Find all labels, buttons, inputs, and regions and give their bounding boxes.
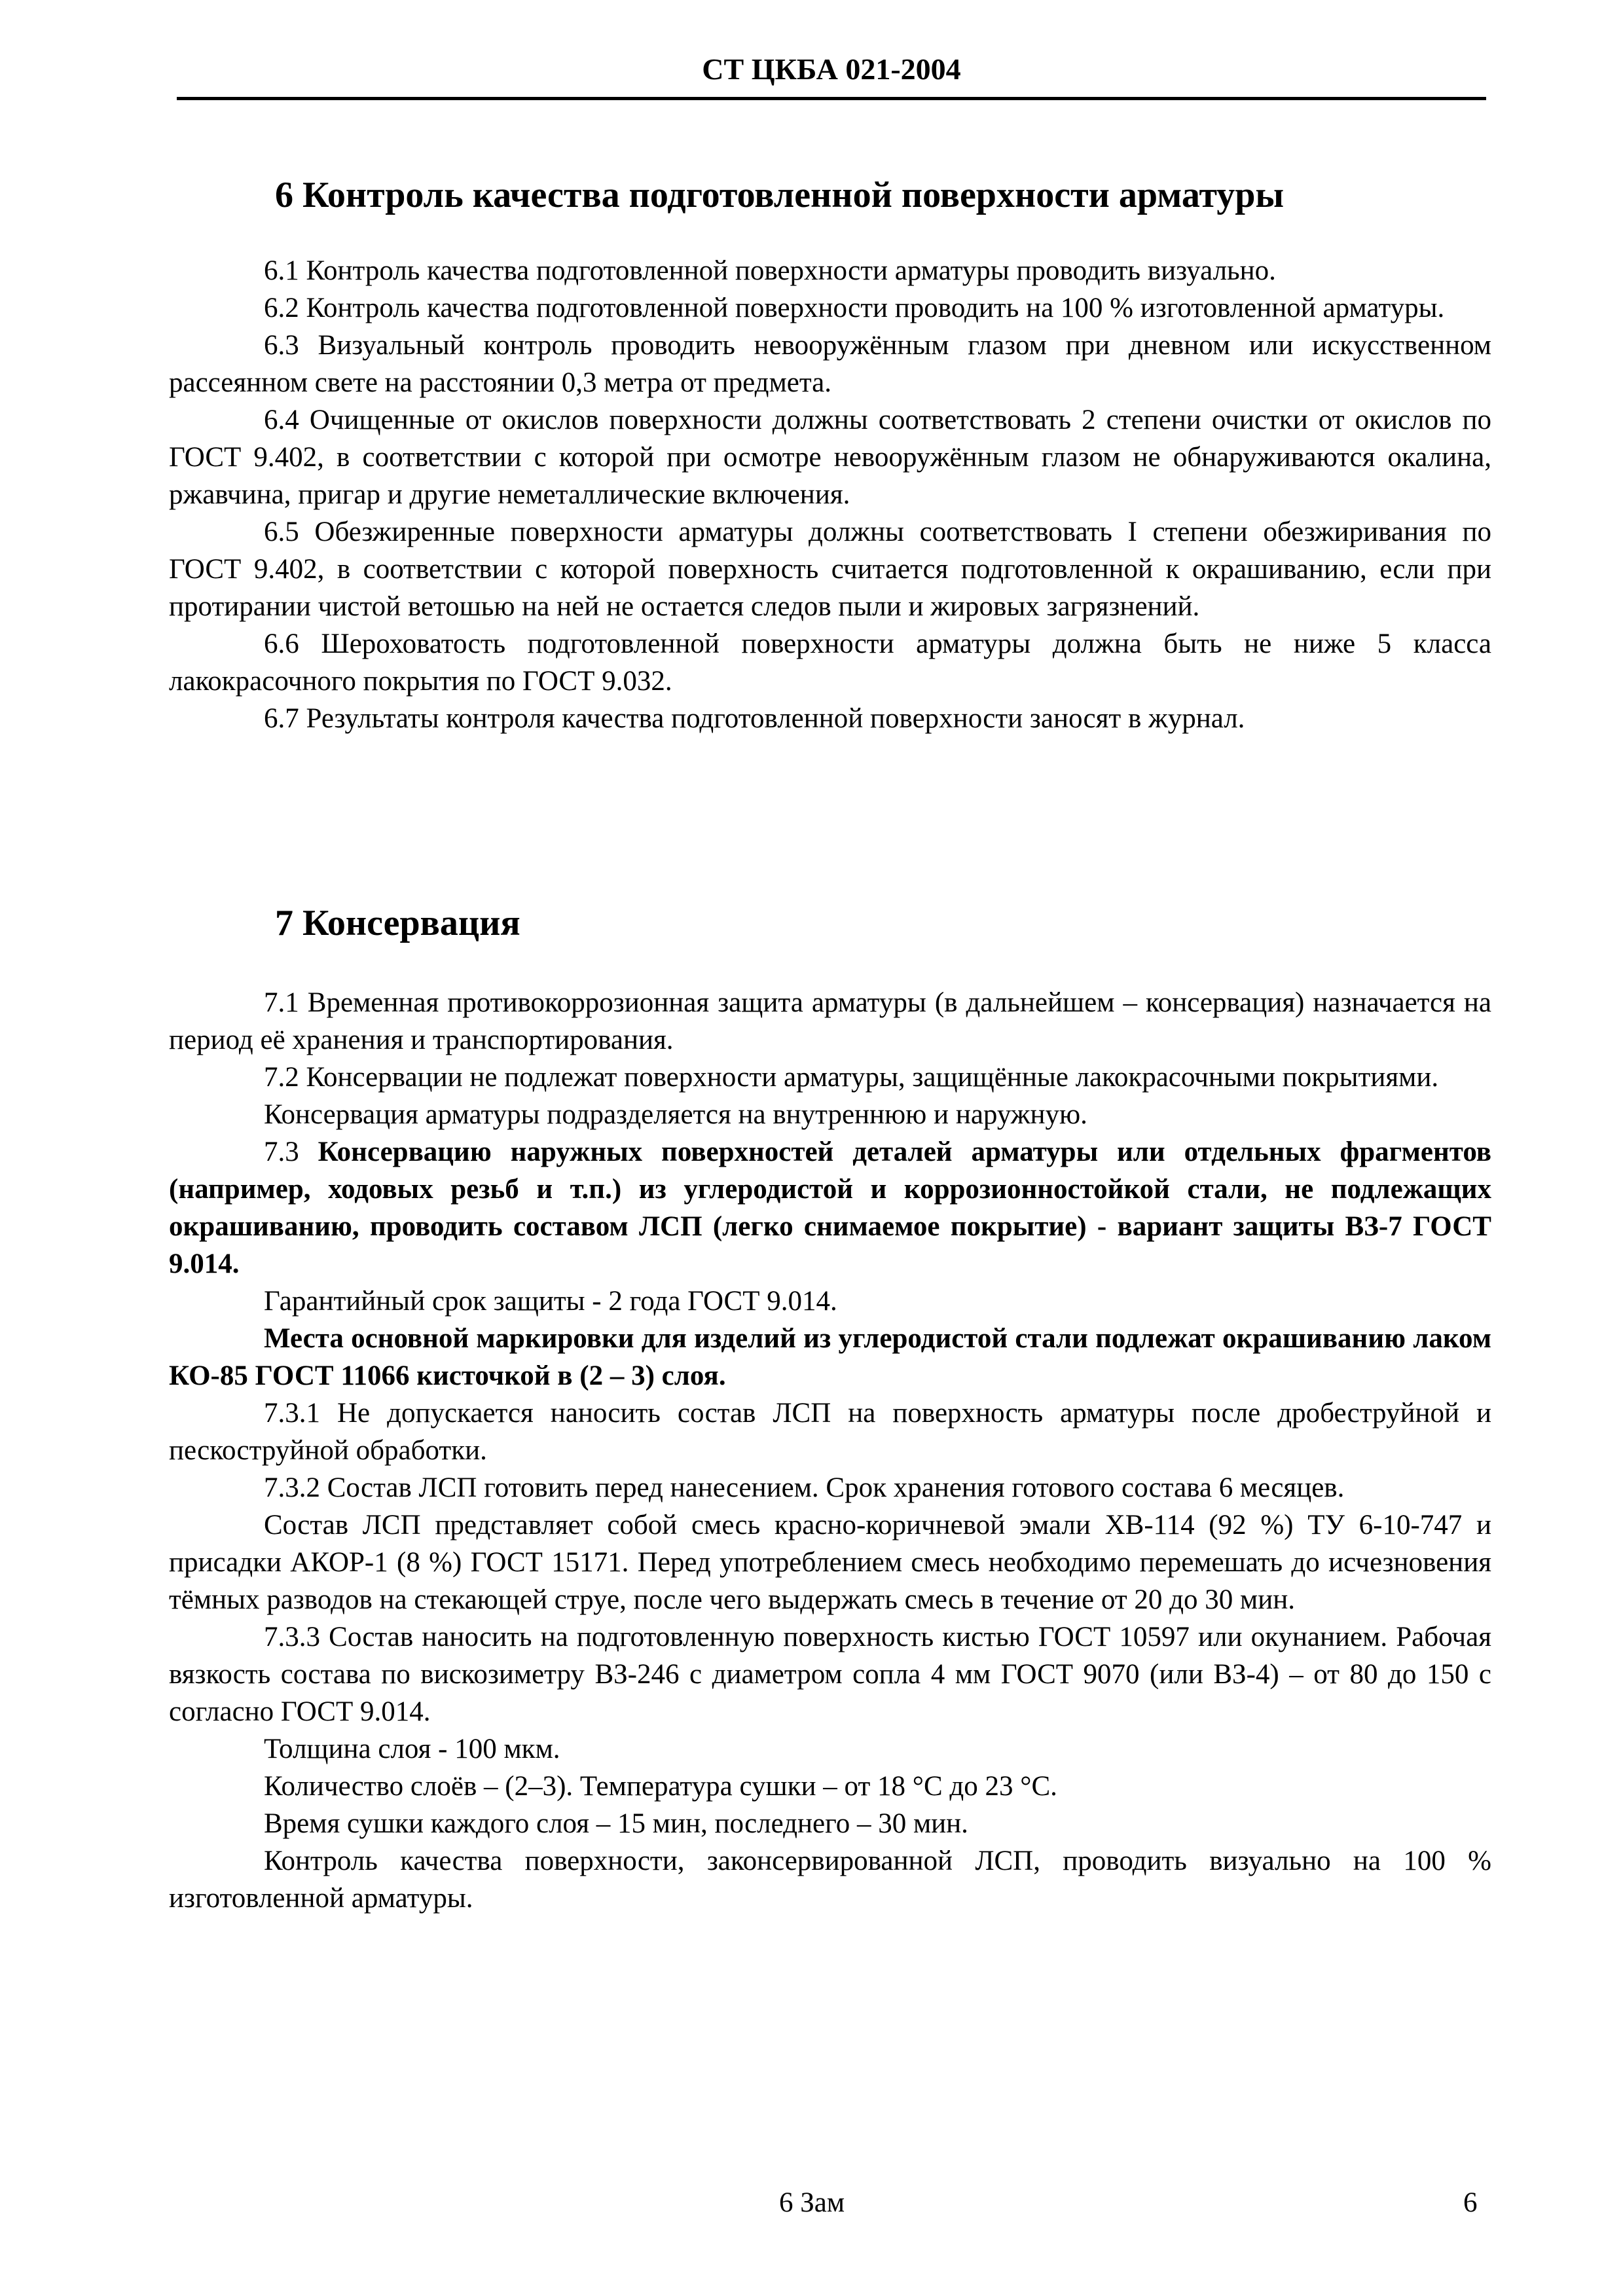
paragraph-6-7: 6.7 Результаты контроля качества подготовленной поверхности заносят в журнал. [264, 703, 1245, 734]
paragraph-lsp-composition: Состав ЛСП представляет собой смесь красно-коричневой эмали ХВ-114 (92 %) ТУ 6-10-747 и присадки АКОР-1 (8 %) ГОСТ 15171. Перед употреблением смесь необходимо перемешать до исчезновения тёмных разводов на стекающей струе, после чего выдержать смесь в течение от 20 до 30 мин. [169, 1510, 1491, 1615]
paragraph-warranty: Гарантийный срок защиты - 2 года ГОСТ 9.014. [264, 1286, 837, 1317]
paragraph-7-2-conservation-types: Консервация арматуры подразделяется на внутреннюю и наружную. [264, 1099, 1087, 1130]
paragraph-quality-control: Контроль качества поверхности, законсервированной ЛСП, проводить визуально на 100 % изготовленной арматуры. [169, 1846, 1491, 1914]
paragraph-6-3: 6.3 Визуальный контроль проводить невооружённым глазом при дневном или искусственном рассеянном свете на расстоянии 0,3 метра от предмета. [169, 330, 1491, 398]
footer-page-number: 6 [1463, 2187, 1478, 2218]
paragraph-7-3-bold-text: Консервацию наружных поверхностей деталей арматуры или отдельных фрагментов (например, ходовых резьб и т.п.) из углеродистой и коррозионностойкой стали, не подлежащих окрашиванию, проводить составом ЛСП (легко снимаемое покрытие) - вариант защиты ВЗ-7 ГОСТ 9.014. [169, 1137, 1492, 1279]
section-6-heading: 6 Контроль качества подготовленной поверхности арматуры [275, 175, 1285, 215]
paragraph-6-2: 6.2 Контроль качества подготовленной поверхности проводить на 100 % изготовленной арматуры. [264, 293, 1445, 323]
paragraph-6-1: 6.1 Контроль качества подготовленной поверхности арматуры проводить визуально. [264, 255, 1276, 286]
paragraph-6-6: 6.6 Шероховатость подготовленной поверхности арматуры должна быть не ниже 5 класса лакокрасочного покрытия по ГОСТ 9.032. [169, 629, 1491, 697]
document-code-header: СТ ЦКБА 021-2004 [702, 52, 961, 86]
section-7-body [169, 984, 1491, 1917]
paragraph-7-3-number: 7.3 [264, 1137, 318, 1167]
paragraph-7-1: 7.1 Временная противокоррозионная защита арматуры (в дальнейшем – консервация) назначается на период её хранения и транспортирования. [169, 987, 1491, 1055]
paragraph-layer-count: Количество слоёв – (2–3). Температура сушки – от 18 °С до 23 °С. [264, 1771, 1057, 1802]
paragraph-7-3-1: 7.3.1 Не допускается наносить состав ЛСП на поверхность арматуры после дробеструйной и пескоструйной обработки. [169, 1398, 1491, 1466]
paragraph-marking-bold: Места основной маркировки для изделий из углеродистой стали подлежат окрашиванию лаком КО-85 ГОСТ 11066 кисточкой в (2 – 3) слоя. [169, 1323, 1491, 1391]
section-6-body [169, 252, 1491, 737]
paragraph-7-3-2: 7.3.2 Состав ЛСП готовить перед нанесением. Срок хранения готового состава 6 месяцев. [264, 1472, 1345, 1503]
paragraph-6-5: 6.5 Обезжиренные поверхности арматуры должны соответствовать I степени обезжиривания по ГОСТ 9.402, в соответствии с которой поверхность считается подготовленной к окрашиванию, если при протирании чистой ветошью на ней не остается следов пыли и жировых загрязнений. [169, 517, 1491, 622]
header-rule [177, 97, 1486, 100]
paragraph-drying-time: Время сушки каждого слоя – 15 мин, последнего – 30 мин. [264, 1808, 968, 1839]
paragraph-7-2: 7.2 Консервации не подлежат поверхности арматуры, защищённые лакокрасочными покрытиями. [264, 1062, 1439, 1093]
paragraph-7-3-3: 7.3.3 Состав наносить на подготовленную поверхность кистью ГОСТ 10597 или окунанием. Рабочая вязкость состава по вискозиметру ВЗ-246 с диаметром сопла 4 мм ГОСТ 9070 (или ВЗ-4) – от 80 до 150 с согласно ГОСТ 9.014. [169, 1622, 1491, 1727]
section-7-heading: 7 Консервация [275, 903, 520, 943]
footer-amendment-label: 6 Зам [779, 2187, 845, 2218]
paragraph-7-3 [169, 1133, 1491, 1283]
paragraph-6-4: 6.4 Очищенные от окислов поверхности должны соответствовать 2 степени очистки от окислов по ГОСТ 9.402, в соответствии с которой при осмотре невооружённым глазом не обнаруживаются окалина, ржавчина, пригар и другие неметаллические включения. [169, 405, 1491, 510]
paragraph-layer-thickness: Толщина слоя - 100 мкм. [264, 1734, 560, 1764]
